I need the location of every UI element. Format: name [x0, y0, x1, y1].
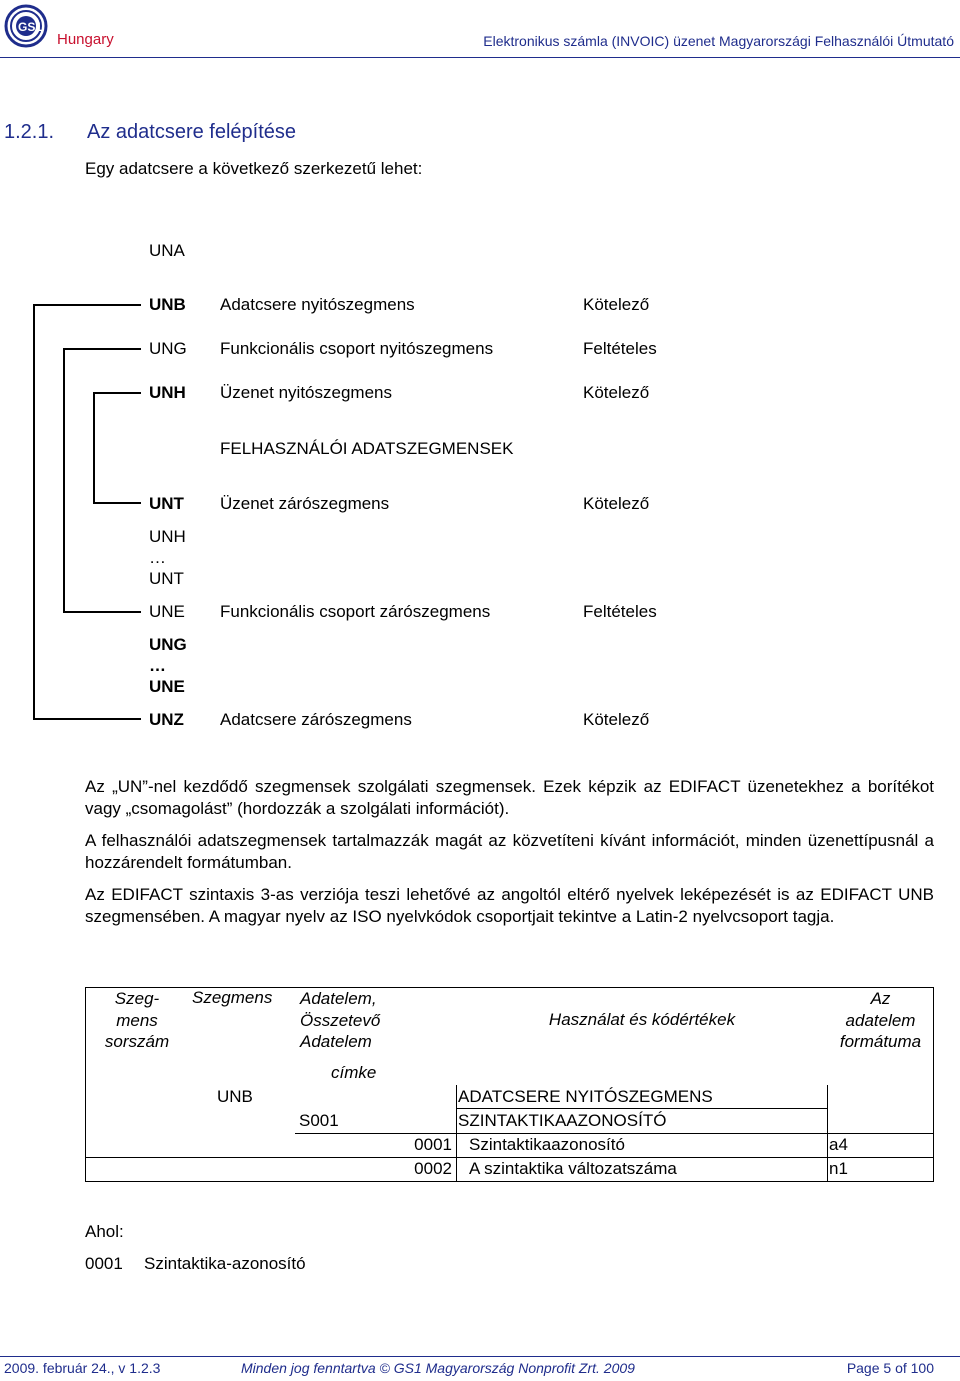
- bracket-middle-top: [63, 348, 141, 350]
- bracket-inner-top: [93, 392, 141, 394]
- footer-page-number: Page 5 of 100: [846, 1360, 934, 1376]
- repeat-msg-ellipsis: …: [149, 548, 166, 567]
- section-title: Az adatcsere felépítése: [87, 121, 297, 143]
- table-border-bottom: [85, 1181, 934, 1182]
- header-line: Az: [870, 989, 891, 1008]
- segment-desc-ung: Funkcionális csoport nyitószegmens: [220, 339, 494, 358]
- segment-code-unz: UNZ: [149, 710, 184, 729]
- header-line: Összetevő: [300, 1010, 381, 1030]
- logo-text: GS1: [18, 20, 43, 34]
- segment-desc-unh: Üzenet nyitószegmens: [220, 383, 392, 402]
- header-line: Szeg-: [114, 989, 160, 1008]
- segment-code-ung: UNG: [149, 339, 187, 358]
- section-heading: [4, 121, 296, 144]
- segment-code-unh: UNH: [149, 383, 186, 402]
- table-header-segment-number: [85, 988, 189, 1053]
- footer-copyright: Minden jog fenntartva © GS1 Magyarország Nonprofit Zrt. 2009: [241, 1360, 635, 1376]
- where-text: Szintaktika-azonosító: [144, 1254, 306, 1273]
- where-label: Ahol:: [85, 1222, 124, 1241]
- user-data-segments-label: FELHASZNÁLÓI ADATSZEGMENSEK: [220, 439, 514, 458]
- bracket-outer-bottom: [33, 718, 141, 720]
- paragraph-syntax-version: Az EDIFACT szintaxis 3-as verziója teszi lehetővé az angoltól eltérő nyelvek leképezését is az EDIFACT UNB szegmensében. A magyar nyelv az ISO nyelvkódok csoportjait tekintve a Latin-2 nyelvcsoport tagja.: [85, 885, 934, 926]
- table-header-segment: Szegmens: [192, 988, 273, 1007]
- where-code: 0001: [85, 1254, 123, 1273]
- table-row-2-element: S001: [299, 1111, 339, 1130]
- table-row-2-usage: SZINTAKTIKAAZONOSÍTÓ: [458, 1111, 667, 1130]
- table-border-right: [933, 987, 934, 1182]
- bracket-inner-side: [93, 392, 95, 504]
- segment-status-unb: Kötelező: [583, 295, 650, 314]
- repeat-msg-start: UNH: [149, 527, 186, 546]
- bracket-middle-bottom: [63, 611, 141, 613]
- repeat-group-ellipsis: …: [149, 656, 166, 675]
- segment-code-unt: UNT: [149, 494, 184, 513]
- table-row-1-segment: UNB: [217, 1087, 253, 1106]
- table-header-usage: Használat és kódértékek: [548, 1010, 736, 1029]
- segment-desc-une: Funkcionális csoport zárószegmens: [220, 602, 491, 621]
- table-row-1-usage: ADATCSERE NYITÓSZEGMENS: [458, 1087, 713, 1106]
- table-row-4-format: n1: [829, 1159, 848, 1178]
- table-header-format: [828, 988, 933, 1053]
- header-doc-title: Elektronikus számla (INVOIC) üzenet Magyarországi Felhasználói Útmutató: [483, 33, 954, 49]
- header-country: Hungary: [57, 31, 114, 48]
- table-row-sep-2: [295, 1133, 934, 1134]
- header-line: Adatelem: [300, 1032, 372, 1051]
- segment-status-une: Feltételes: [583, 602, 657, 621]
- header-line: Adatelem,: [300, 989, 377, 1008]
- table-row-4-usage: A szintaktika változatszáma: [469, 1159, 677, 1178]
- segment-desc-unz: Adatcsere zárószegmens: [220, 710, 412, 729]
- table-row-sep-1: [456, 1108, 828, 1109]
- bracket-middle-side: [63, 348, 65, 613]
- section-number: 1.2.1.: [4, 121, 55, 143]
- table-row-3-format: a4: [829, 1135, 848, 1154]
- header-line: formátuma: [839, 1032, 922, 1051]
- paragraph-user-segments: A felhasználói adatszegmensek tartalmazzák magát az közvetíteni kívánt információt, minden üzenettípusnál a hozzárendelt formátumban.: [85, 831, 934, 872]
- section-intro: Egy adatcsere a következő szerkezetű lehet:: [85, 159, 423, 178]
- segment-status-unh: Kötelező: [583, 383, 650, 402]
- bracket-outer-side: [33, 304, 35, 720]
- bracket-inner-bottom: [93, 502, 141, 504]
- segment-code-unb: UNB: [149, 295, 186, 314]
- header-line: mens: [116, 1010, 158, 1030]
- gs1-logo: [4, 4, 48, 48]
- table-row-3-usage: Szintaktikaazonosító: [469, 1135, 625, 1154]
- table-row-4-element: 0002: [414, 1159, 452, 1178]
- table-row-sep-3: [85, 1157, 934, 1158]
- segment-code-une: UNE: [149, 602, 185, 621]
- segment-table: [85, 987, 934, 1182]
- header-line: adatelem: [845, 1010, 916, 1030]
- footer-date-version: 2009. február 24., v 1.2.3: [4, 1360, 161, 1376]
- segment-una: UNA: [149, 241, 185, 260]
- header-line: sorszám: [104, 1032, 170, 1051]
- bracket-outer-top: [33, 304, 141, 306]
- footer-divider: [0, 1356, 960, 1357]
- segment-desc-unb: Adatcsere nyitószegmens: [220, 295, 415, 314]
- table-row-3-element: 0001: [414, 1135, 452, 1154]
- segment-status-ung: Feltételes: [583, 339, 657, 358]
- paragraph-service-segments: Az „UN”-nel kezdődő szegmensek szolgálati szegmensek. Ezek képzik az EDIFACT üzenetekhez a borítékot vagy „csomagolást” (hordozzák a szolgálati információt).: [85, 777, 934, 818]
- table-header-label: címke: [331, 1063, 377, 1082]
- repeat-msg-end: UNT: [149, 569, 184, 588]
- repeat-group-start: UNG: [149, 635, 187, 654]
- segment-status-unt: Kötelező: [583, 494, 650, 513]
- segment-desc-unt: Üzenet zárószegmens: [220, 494, 390, 513]
- header-divider: [0, 57, 960, 58]
- table-header-data-element: [300, 988, 380, 1053]
- segment-status-unz: Kötelező: [583, 710, 650, 729]
- repeat-group-end: UNE: [149, 677, 185, 696]
